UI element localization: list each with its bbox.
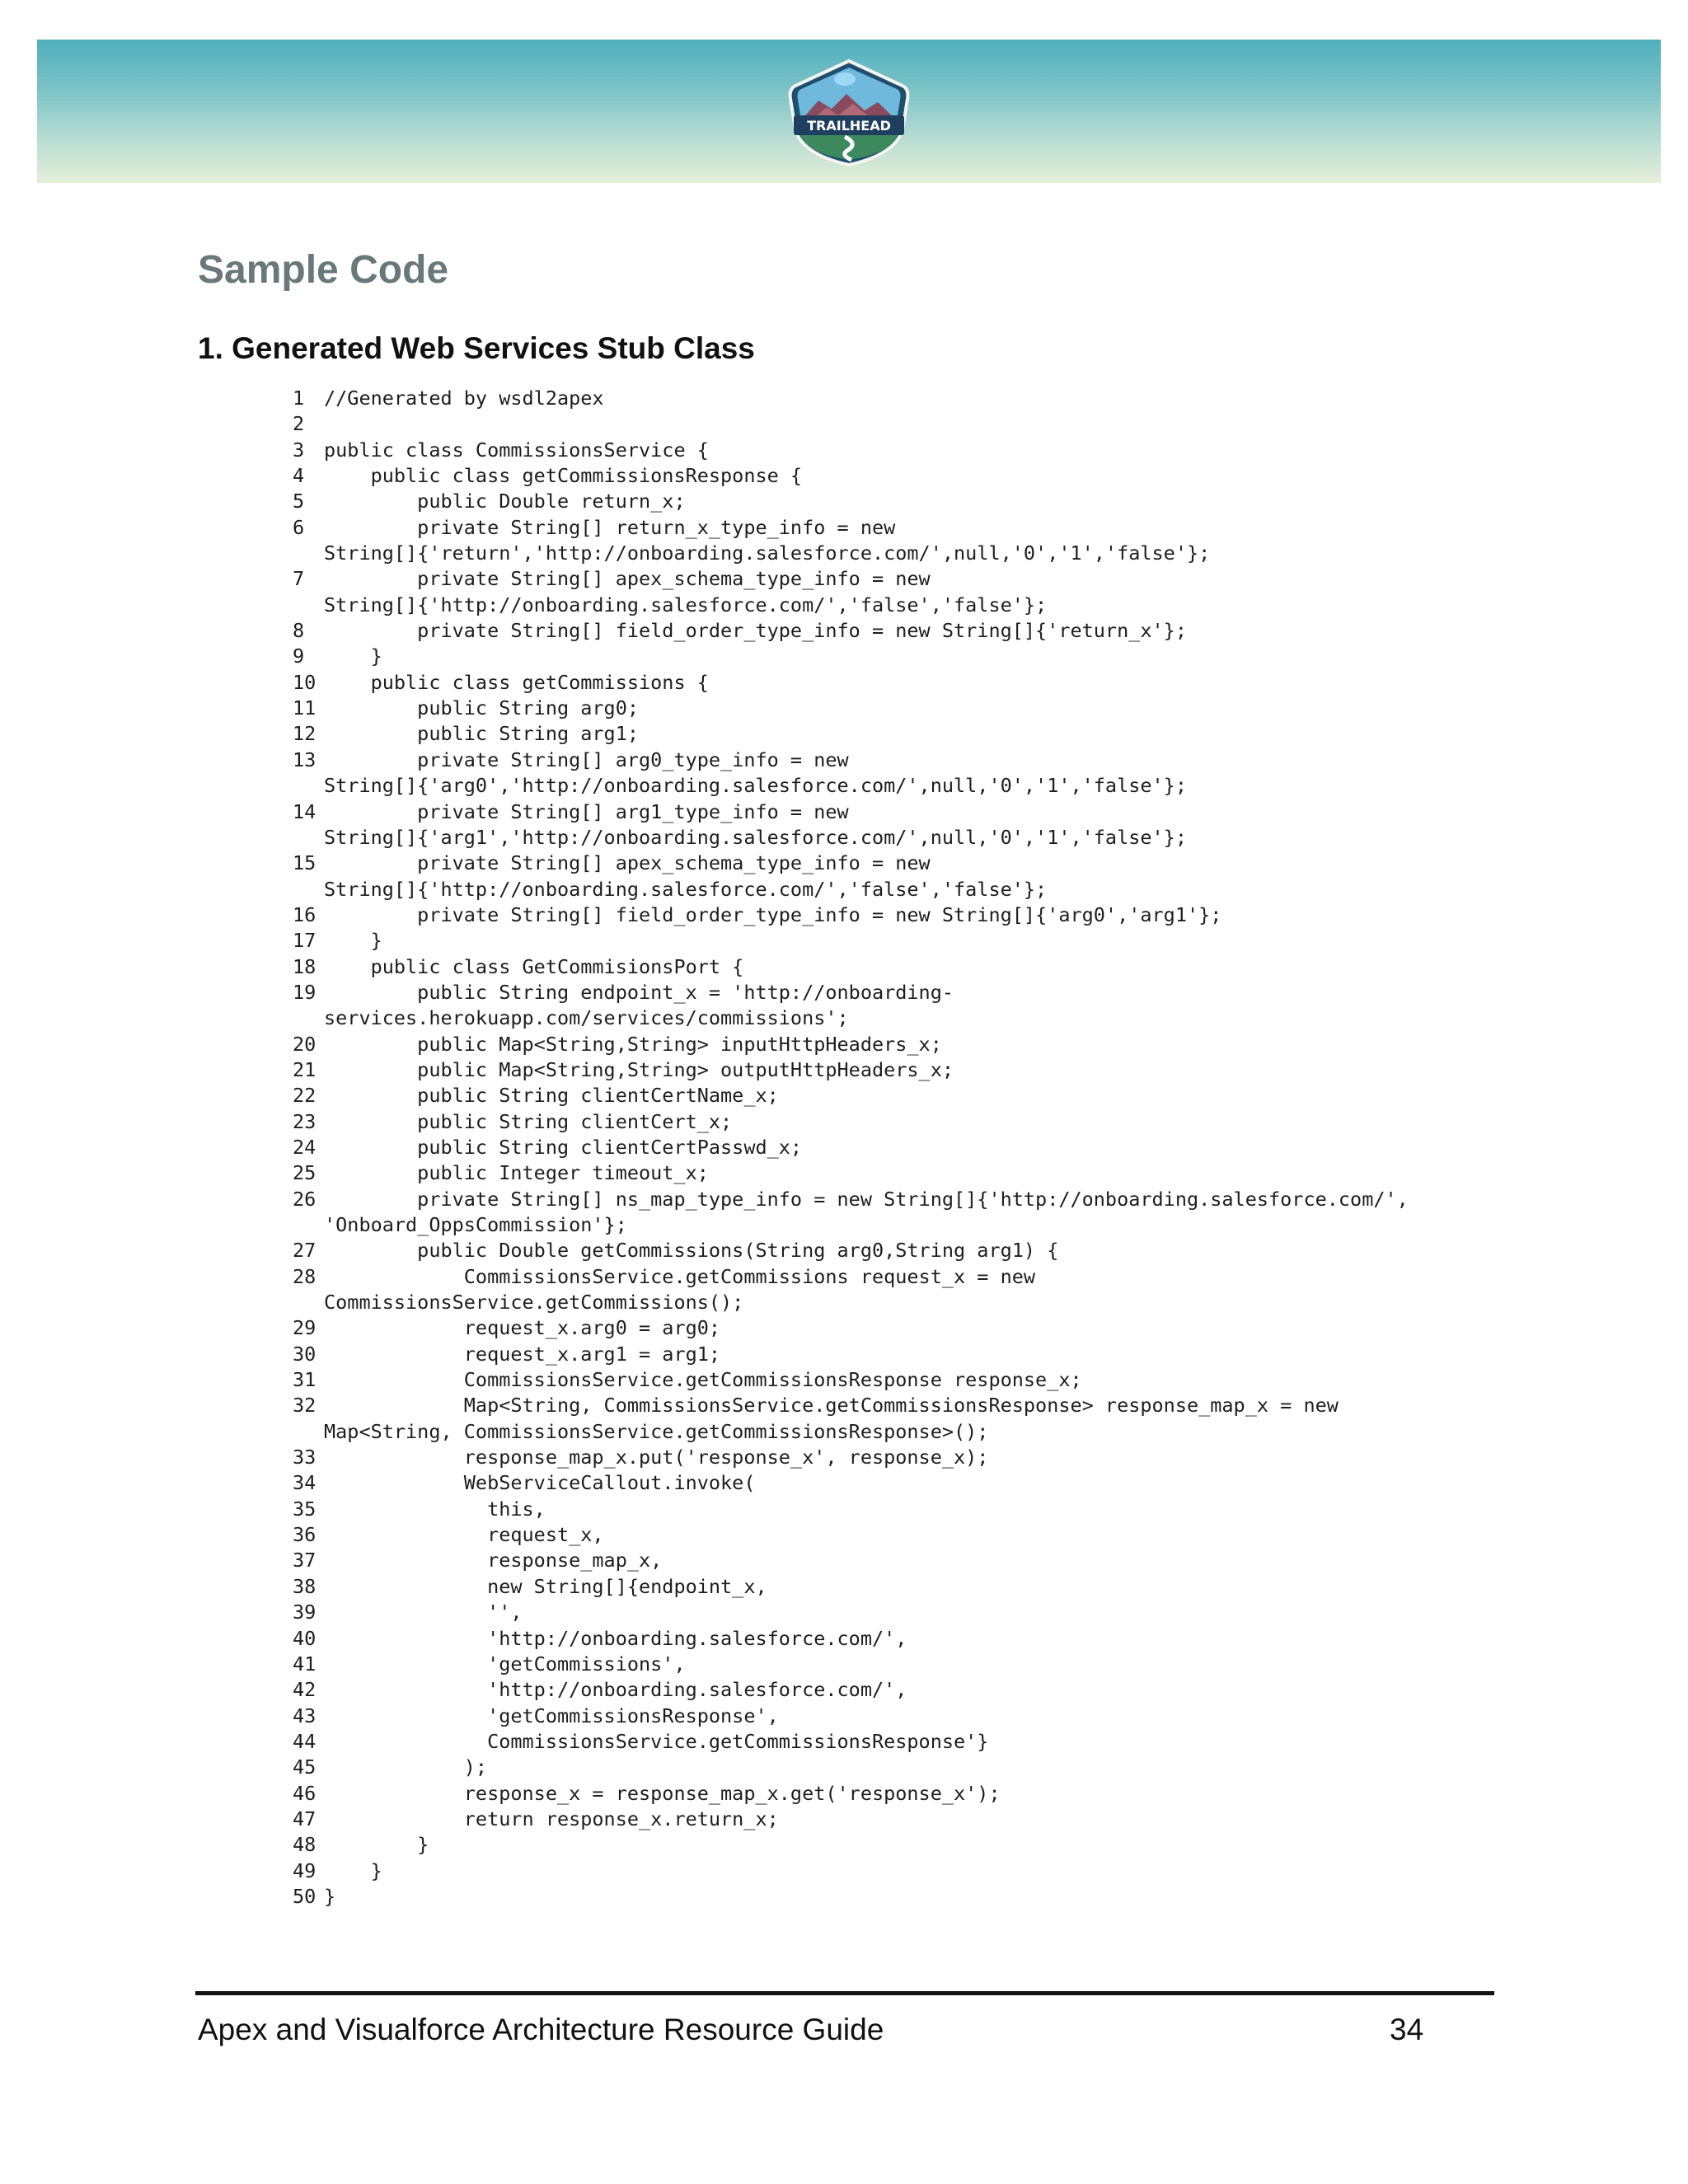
line-number: 44 [293, 1729, 316, 1753]
code-text: 'http://onboarding.salesforce.com/', [324, 1626, 907, 1650]
code-text: ); [324, 1755, 488, 1779]
line-number: 43 [293, 1704, 316, 1727]
code-line [293, 1419, 1409, 1445]
code-text: new String[]{endpoint_x, [324, 1574, 767, 1598]
line-number: 9 [293, 644, 305, 668]
line-number: 25 [293, 1161, 316, 1185]
code-text: String[]{'arg0','http://onboarding.salesforce.com/',null,'0','1','false'}; [324, 774, 1187, 798]
line-number [293, 593, 324, 618]
code-line [293, 1057, 1409, 1083]
code-line [293, 1315, 1409, 1341]
code-text: private String[] arg1_type_info = new [324, 799, 849, 823]
code-text: } [324, 644, 382, 668]
line-number: 6 [293, 515, 305, 539]
code-text: public class getCommissionsResponse { [324, 464, 803, 488]
code-line [293, 1729, 1409, 1755]
line-number: 15 [293, 851, 316, 875]
line-number: 48 [293, 1833, 316, 1857]
trailhead-badge-icon [779, 58, 919, 168]
line-number [293, 825, 324, 851]
line-number: 47 [293, 1807, 316, 1830]
line-number: 50 [293, 1884, 316, 1908]
code-line [293, 1083, 1409, 1108]
code-text: response_x = response_map_x.get('response_x'); [324, 1781, 1001, 1805]
code-line [293, 1832, 1409, 1858]
code-text: public class GetCommisionsPort { [324, 954, 744, 978]
code-line [293, 1109, 1409, 1135]
line-number: 17 [293, 929, 316, 953]
code-line [293, 593, 1409, 618]
code-line [293, 696, 1409, 721]
code-line [293, 748, 1409, 773]
code-line [293, 1626, 1409, 1652]
code-text: 'http://onboarding.salesforce.com/', [324, 1678, 907, 1702]
code-text: public Double getCommissions(String arg0,String arg1) { [324, 1239, 1059, 1263]
code-text: request_x, [324, 1523, 604, 1547]
code-line [293, 1652, 1409, 1677]
code-line [293, 1160, 1409, 1186]
code-line [293, 1884, 1409, 1910]
code-line [293, 1470, 1409, 1496]
line-number: 7 [293, 567, 305, 591]
code-text: request_x.arg1 = arg1; [324, 1342, 721, 1366]
code-text: CommissionsService.getCommissions(); [324, 1291, 744, 1315]
code-line [293, 1032, 1409, 1057]
code-line [293, 618, 1409, 644]
line-number: 12 [293, 722, 316, 746]
code-text: 'getCommissionsResponse', [324, 1704, 779, 1727]
line-number: 13 [293, 748, 316, 771]
code-line [293, 1342, 1409, 1367]
logo-text: TRAILHEAD [807, 118, 891, 134]
line-number: 37 [293, 1549, 316, 1572]
line-number: 42 [293, 1678, 316, 1702]
code-line [293, 928, 1409, 954]
sub-heading: 1. Generated Web Services Stub Class [198, 331, 755, 365]
code-text: services.herokuapp.com/services/commissions'; [324, 1006, 849, 1030]
code-line [293, 1187, 1409, 1212]
line-number: 45 [293, 1755, 316, 1779]
code-line [293, 1600, 1409, 1625]
code-text: String[]{'return','http://onboarding.salesforce.com/',null,'0','1','false'}; [324, 541, 1211, 565]
line-number: 11 [293, 696, 316, 720]
line-number: 36 [293, 1523, 316, 1547]
line-number: 19 [293, 980, 316, 1004]
code-line [293, 566, 1409, 592]
code-text: public class CommissionsService { [324, 438, 709, 462]
line-number [293, 1419, 324, 1445]
code-text: request_x.arg0 = arg0; [324, 1316, 721, 1340]
code-text: CommissionsService.getCommissionsResponse response_x; [324, 1368, 1082, 1392]
line-number [293, 1212, 324, 1238]
code-text: } [324, 929, 382, 953]
code-text: return response_x.return_x; [324, 1807, 779, 1830]
line-number: 20 [293, 1032, 316, 1056]
code-text: public String clientCertPasswd_x; [324, 1135, 803, 1159]
code-line [293, 1264, 1409, 1290]
code-line [293, 1005, 1409, 1031]
code-text: this, [324, 1497, 546, 1521]
code-line [293, 1574, 1409, 1600]
code-line [293, 1497, 1409, 1522]
code-line [293, 1755, 1409, 1780]
code-text: response_map_x, [324, 1549, 663, 1572]
code-line [293, 825, 1409, 851]
line-number: 10 [293, 670, 316, 694]
line-number: 22 [293, 1084, 316, 1108]
line-number: 1 [293, 387, 305, 410]
code-line [293, 1704, 1409, 1729]
line-number: 27 [293, 1239, 316, 1263]
code-text: public String clientCert_x; [324, 1109, 733, 1133]
code-text: String[]{'http://onboarding.salesforce.com/','false','false'}; [324, 593, 1048, 616]
code-line [293, 1858, 1409, 1884]
line-number: 35 [293, 1497, 316, 1521]
code-text: private String[] field_order_type_info = new String[]{'return_x'}; [324, 619, 1187, 643]
code-line [293, 902, 1409, 928]
code-text: public Double return_x; [324, 490, 686, 513]
code-line [293, 386, 1409, 411]
line-number: 34 [293, 1471, 316, 1495]
code-line [293, 1393, 1409, 1418]
line-number: 31 [293, 1368, 316, 1392]
code-text: private String[] ns_map_type_info = new String[]{'http://onboarding.salesforce.com/', [324, 1187, 1409, 1211]
line-number: 23 [293, 1109, 316, 1133]
code-text: public Map<String,String> inputHttpHeaders_x; [324, 1032, 942, 1056]
line-number: 8 [293, 619, 305, 643]
line-number [293, 877, 324, 902]
line-number [293, 773, 324, 799]
code-line [293, 1781, 1409, 1807]
code-line [293, 489, 1409, 514]
line-number: 28 [293, 1264, 316, 1288]
code-text: } [324, 1884, 336, 1908]
line-number: 16 [293, 902, 316, 926]
code-text: } [324, 1833, 429, 1857]
code-text: //Generated by wsdl2apex [324, 387, 604, 410]
code-line [293, 721, 1409, 747]
code-line [293, 1135, 1409, 1160]
line-number: 5 [293, 490, 305, 513]
code-line [293, 877, 1409, 902]
code-line [293, 773, 1409, 799]
code-text: response_map_x.put('response_x', response_x); [324, 1446, 989, 1469]
code-text: public String clientCertName_x; [324, 1084, 779, 1108]
code-line [293, 954, 1409, 980]
line-number: 21 [293, 1057, 316, 1081]
code-line [293, 515, 1409, 541]
code-line [293, 438, 1409, 463]
code-line [293, 1807, 1409, 1832]
code-text: CommissionsService.getCommissionsResponse'} [324, 1729, 989, 1753]
code-line [293, 980, 1409, 1005]
code-text: WebServiceCallout.invoke( [324, 1471, 756, 1495]
section-title: Sample Code [198, 248, 449, 292]
page-number: 34 [1390, 2013, 1424, 2046]
code-text: 'Onboard_OppsCommission'}; [324, 1213, 627, 1236]
line-number: 38 [293, 1574, 316, 1598]
code-text: private String[] field_order_type_info = new String[]{'arg0','arg1'}; [324, 902, 1222, 926]
code-text: public Map<String,String> outputHttpHeaders_x; [324, 1057, 954, 1081]
line-number: 18 [293, 954, 316, 978]
code-line [293, 1290, 1409, 1315]
code-line [293, 1212, 1409, 1238]
code-text: CommissionsService.getCommissions request_x = new [324, 1264, 1036, 1288]
line-number: 29 [293, 1316, 316, 1340]
line-number: 24 [293, 1135, 316, 1159]
code-line [293, 851, 1409, 876]
code-line [293, 1548, 1409, 1573]
code-text: '', [324, 1601, 523, 1624]
code-line [293, 1367, 1409, 1393]
code-text: public class getCommissions { [324, 670, 709, 694]
code-text: private String[] arg0_type_info = new [324, 748, 849, 771]
line-number: 26 [293, 1187, 316, 1211]
code-text: public String arg1; [324, 722, 640, 746]
footer-title: Apex and Visualforce Architecture Resource Guide [198, 2013, 884, 2046]
code-text: public String endpoint_x = 'http://onboarding- [324, 980, 954, 1004]
code-line [293, 799, 1409, 825]
code-text: Map<String, CommissionsService.getCommissionsResponse>(); [324, 1419, 989, 1443]
code-listing [293, 386, 1409, 1910]
line-number: 39 [293, 1601, 316, 1624]
line-number: 32 [293, 1394, 316, 1418]
code-line [293, 411, 1409, 437]
line-number: 40 [293, 1626, 316, 1650]
code-text: private String[] return_x_type_info = new [324, 515, 896, 539]
line-number: 3 [293, 438, 305, 462]
code-text: private String[] apex_schema_type_info = new [324, 567, 931, 591]
footer-divider [195, 1991, 1494, 1995]
code-text: String[]{'http://onboarding.salesforce.com/','false','false'}; [324, 877, 1048, 901]
code-text: private String[] apex_schema_type_info = new [324, 851, 931, 875]
code-line [293, 670, 1409, 696]
line-number: 46 [293, 1781, 316, 1805]
code-line [293, 463, 1409, 489]
line-number [293, 1005, 324, 1031]
code-line [293, 1522, 1409, 1548]
code-text: String[]{'arg1','http://onboarding.salesforce.com/',null,'0','1','false'}; [324, 825, 1187, 849]
code-text: } [324, 1858, 382, 1882]
line-number: 4 [293, 464, 305, 488]
code-line [293, 1445, 1409, 1470]
line-number: 49 [293, 1858, 316, 1882]
line-number: 30 [293, 1342, 316, 1366]
code-line [293, 1238, 1409, 1263]
code-line [293, 644, 1409, 669]
code-text: public Integer timeout_x; [324, 1161, 709, 1185]
line-number: 14 [293, 799, 316, 823]
line-number: 41 [293, 1652, 316, 1675]
line-number: 2 [293, 412, 305, 436]
line-number: 33 [293, 1446, 316, 1469]
code-text: Map<String, CommissionsService.getCommissionsResponse> response_map_x = new [324, 1394, 1339, 1418]
code-text: 'getCommissions', [324, 1652, 686, 1675]
code-text: public String arg0; [324, 696, 640, 720]
code-line [293, 1677, 1409, 1703]
line-number [293, 541, 324, 566]
code-line [293, 541, 1409, 566]
line-number [293, 1290, 324, 1315]
